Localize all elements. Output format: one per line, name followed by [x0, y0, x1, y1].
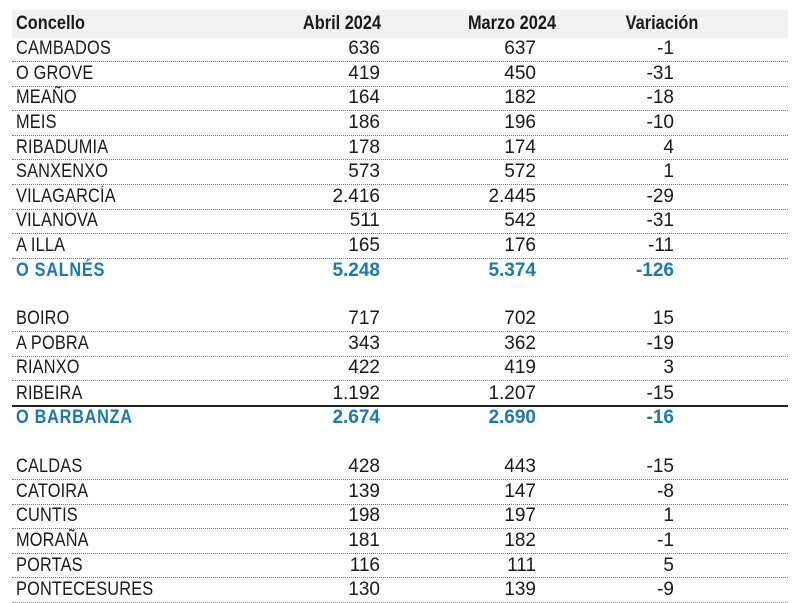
cell-variacion: -1 — [572, 529, 674, 553]
table-row — [12, 185, 788, 210]
cell-concello: A POBRA — [16, 332, 188, 356]
cell-variacion: -29 — [572, 185, 674, 209]
header-marzo: Marzo 2024 — [452, 10, 572, 38]
cell-marzo: 572 — [432, 161, 536, 185]
cell-concello: CAMBADOS — [16, 38, 188, 62]
cell-abril: 573 — [272, 161, 380, 185]
cell-marzo: 419 — [432, 357, 536, 381]
cell-marzo: 1.207 — [432, 381, 536, 406]
cell-concello: VILAGARCÍA — [16, 185, 188, 209]
cell-variacion: -126 — [572, 259, 674, 284]
total-row — [12, 259, 788, 284]
cell-abril: 139 — [272, 480, 380, 504]
total-row — [12, 406, 788, 431]
cell-variacion: 1 — [572, 161, 674, 185]
table-row — [12, 38, 788, 63]
cell-concello: A ILLA — [16, 234, 188, 258]
cell-abril: 178 — [272, 136, 380, 160]
table-row — [12, 210, 788, 235]
cell-variacion: -31 — [572, 210, 674, 234]
cell-variacion: -19 — [572, 332, 674, 356]
cell-variacion: -8 — [572, 480, 674, 504]
cell-marzo: 176 — [432, 234, 536, 258]
table-row — [12, 529, 788, 554]
cell-abril: 165 — [272, 234, 380, 258]
cell-abril: 116 — [272, 554, 380, 578]
cell-variacion: 4 — [572, 136, 674, 160]
table-header — [12, 10, 788, 38]
table-row — [12, 62, 788, 87]
header-concello: Concello — [16, 10, 188, 38]
table-row — [12, 456, 788, 481]
cell-marzo: 196 — [432, 111, 536, 135]
cell-marzo: 182 — [432, 87, 536, 111]
cell-variacion: 3 — [572, 357, 674, 381]
cell-concello: CATOIRA — [16, 480, 188, 504]
cell-abril: 181 — [272, 529, 380, 553]
cell-concello: RIBADUMIA — [16, 136, 188, 160]
cell-concello: MEAÑO — [16, 87, 188, 111]
cell-marzo: 362 — [432, 332, 536, 356]
table-row — [12, 87, 788, 112]
cell-abril: 717 — [272, 308, 380, 332]
cell-concello: O BARBANZA — [16, 406, 188, 431]
cell-concello: RIBEIRA — [16, 381, 188, 406]
cell-marzo: 542 — [432, 210, 536, 234]
header-abril: Abril 2024 — [282, 10, 402, 38]
cell-marzo: 147 — [432, 480, 536, 504]
cell-marzo: 702 — [432, 308, 536, 332]
header-variacion: Variación — [602, 10, 722, 38]
cell-marzo: 174 — [432, 136, 536, 160]
table-row — [12, 357, 788, 382]
cell-variacion: 5 — [572, 554, 674, 578]
cell-marzo: 139 — [432, 579, 536, 603]
cell-concello: SANXENXO — [16, 161, 188, 185]
cell-variacion: 15 — [572, 308, 674, 332]
cell-variacion: -31 — [572, 62, 674, 86]
cell-abril: 428 — [272, 456, 380, 480]
cell-variacion: -10 — [572, 111, 674, 135]
cell-concello: O SALNÉS — [16, 259, 188, 284]
cell-abril: 2.416 — [272, 185, 380, 209]
cell-abril: 2.674 — [272, 406, 380, 431]
cell-marzo: 197 — [432, 505, 536, 529]
cell-abril: 511 — [272, 210, 380, 234]
cell-concello: RIANXO — [16, 357, 188, 381]
table-row — [12, 381, 788, 406]
cell-abril: 636 — [272, 38, 380, 62]
cell-marzo: 450 — [432, 62, 536, 86]
cell-concello: MORAÑA — [16, 529, 188, 553]
cell-abril: 198 — [272, 505, 380, 529]
cell-abril: 343 — [272, 332, 380, 356]
cell-abril: 164 — [272, 87, 380, 111]
cell-concello: O GROVE — [16, 62, 188, 86]
cell-abril: 422 — [272, 357, 380, 381]
table-row — [12, 332, 788, 357]
table-row — [12, 136, 788, 161]
cell-concello: BOIRO — [16, 308, 188, 332]
cell-concello: MEIS — [16, 111, 188, 135]
cell-variacion: -9 — [572, 579, 674, 603]
cell-variacion: -15 — [572, 381, 674, 406]
cell-variacion: -18 — [572, 87, 674, 111]
cell-abril: 130 — [272, 579, 380, 603]
cell-concello: CUNTIS — [16, 505, 188, 529]
table-row — [12, 161, 788, 186]
cell-concello: PORTAS — [16, 554, 188, 578]
cell-abril: 419 — [272, 62, 380, 86]
table-row — [12, 480, 788, 505]
table-row — [12, 554, 788, 579]
cell-marzo: 111 — [432, 554, 536, 578]
table-row — [12, 308, 788, 333]
cell-marzo: 637 — [432, 38, 536, 62]
table-row — [12, 505, 788, 530]
table-row — [12, 579, 788, 603]
cell-marzo: 443 — [432, 456, 536, 480]
cell-marzo: 182 — [432, 529, 536, 553]
table-row — [12, 234, 788, 259]
cell-marzo: 5.374 — [432, 259, 536, 284]
cell-abril: 5.248 — [272, 259, 380, 284]
cell-abril: 1.192 — [272, 381, 380, 406]
cell-marzo: 2.690 — [432, 406, 536, 431]
cell-abril: 186 — [272, 111, 380, 135]
cell-concello: VILANOVA — [16, 210, 188, 234]
cell-marzo: 2.445 — [432, 185, 536, 209]
cell-variacion: -1 — [572, 38, 674, 62]
table-row — [12, 111, 788, 136]
cell-concello: PONTECESURES — [16, 579, 188, 603]
cell-variacion: 1 — [572, 505, 674, 529]
cell-variacion: -16 — [572, 406, 674, 431]
cell-concello: CALDAS — [16, 456, 188, 480]
cell-variacion: -15 — [572, 456, 674, 480]
cell-variacion: -11 — [572, 234, 674, 258]
